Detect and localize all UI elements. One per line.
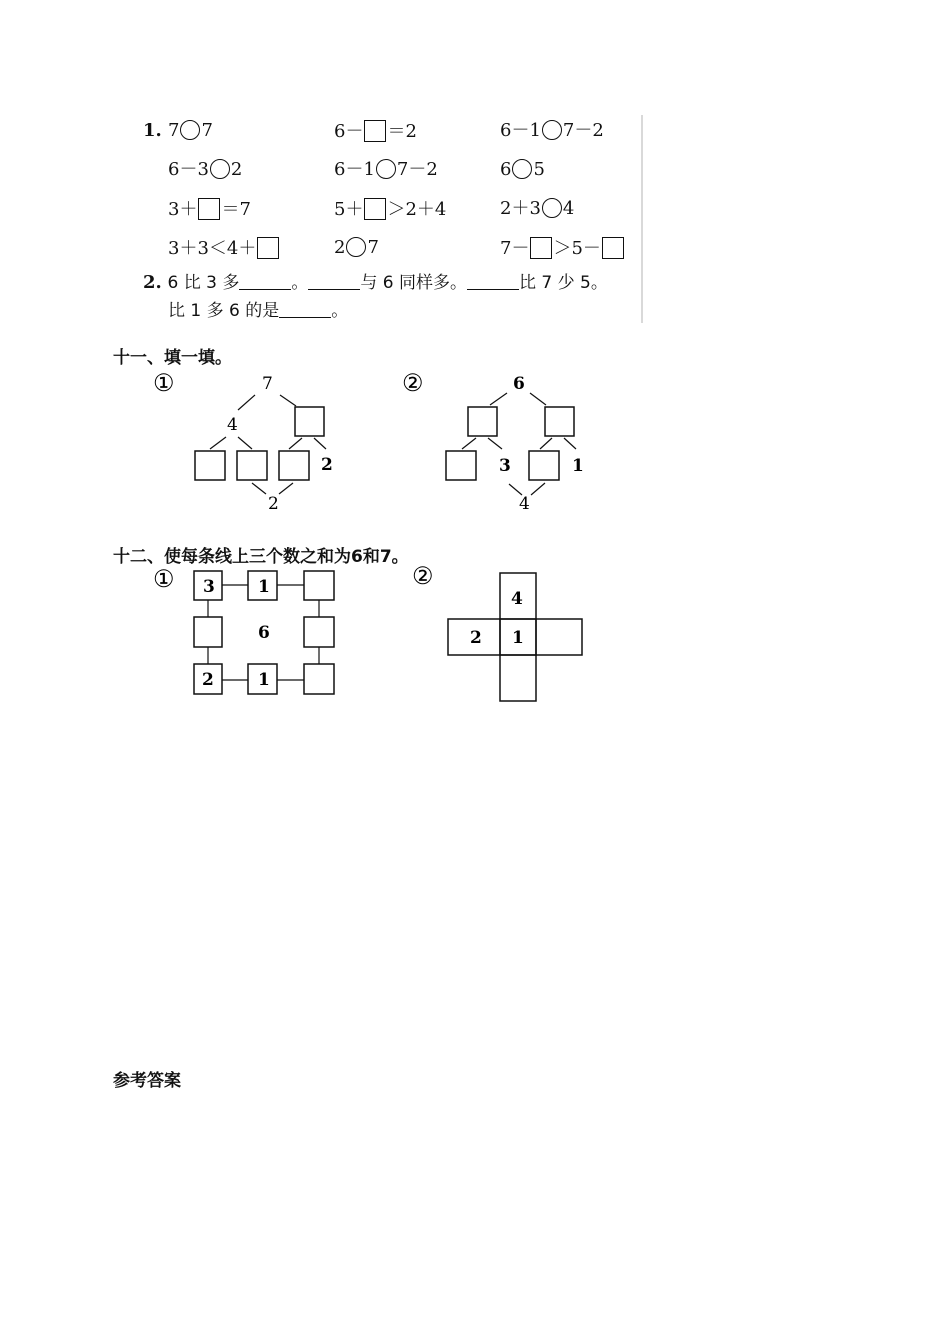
answer-box[interactable] xyxy=(198,198,220,220)
q1-r3-c1: 3＋ ＝7 xyxy=(168,199,251,220)
fill-blank[interactable] xyxy=(279,301,331,318)
fill-blank[interactable] xyxy=(239,273,291,290)
q1-r3-c2: 5＋ ＞2＋4 xyxy=(334,199,447,220)
q1-r2-c3: 6 5 xyxy=(500,159,545,180)
diagram-1-label: ① xyxy=(153,369,175,397)
q1-r2-c2: 6－1 7－2 xyxy=(334,159,438,180)
split-diagram-2 xyxy=(402,369,584,514)
answer-cell-right[interactable] xyxy=(536,619,582,655)
sum-line-diagrams xyxy=(0,560,950,710)
answer-box[interactable] xyxy=(545,407,574,436)
answer-box[interactable] xyxy=(237,451,267,480)
question-2-line-1: 2. 6 比 3 多 。 与 6 同样多。 比 7 少 5。 xyxy=(143,272,608,293)
scan-edge xyxy=(641,115,643,323)
value-center: 1 xyxy=(512,628,524,648)
q1-r4-c2: 2 7 xyxy=(334,237,379,258)
answer-box[interactable] xyxy=(364,120,386,142)
cross-grid-diagram xyxy=(412,562,582,701)
node-mid: 4 xyxy=(227,415,238,435)
answer-box[interactable] xyxy=(364,198,386,220)
q1-r4-c3: 7－ ＞5－ xyxy=(500,237,625,260)
value-bottom-left: 2 xyxy=(202,670,214,690)
q1-r1-c3: 6－1 7－2 xyxy=(500,120,604,141)
answer-box[interactable] xyxy=(295,407,324,436)
compare-circle[interactable] xyxy=(376,159,396,179)
center-target: 6 xyxy=(258,623,270,643)
q1-r1-c1: 7 7 xyxy=(168,120,213,141)
fill-blank[interactable] xyxy=(308,273,360,290)
node-top: 7 xyxy=(262,374,273,394)
diagram-1-label: ① xyxy=(153,565,175,593)
node-bottom: 4 xyxy=(519,494,530,514)
value-top-middle: 1 xyxy=(258,577,270,597)
compare-circle[interactable] xyxy=(346,237,366,257)
value-top: 4 xyxy=(511,589,523,609)
answer-box[interactable] xyxy=(468,407,497,436)
answer-box[interactable] xyxy=(304,664,334,694)
q1-r3-c3: 2＋3 4 xyxy=(500,198,575,219)
section-11-title: 十一、填一填。 xyxy=(113,348,232,368)
answer-box[interactable] xyxy=(446,451,476,480)
number-split-diagrams xyxy=(0,365,950,525)
answer-box[interactable] xyxy=(304,617,334,647)
node-right-num: 1 xyxy=(572,456,584,476)
answers-heading: 参考答案 xyxy=(113,1071,181,1091)
square-ring-diagram xyxy=(153,565,334,694)
node-bottom: 2 xyxy=(268,494,279,514)
node-side: 2 xyxy=(321,455,333,475)
answer-box[interactable] xyxy=(194,617,222,647)
compare-circle[interactable] xyxy=(542,120,562,140)
answer-cell-bottom[interactable] xyxy=(500,655,536,701)
compare-circle[interactable] xyxy=(512,159,532,179)
answer-box[interactable] xyxy=(530,237,552,259)
question-2-line-2: 比 1 多 6 的是 。 xyxy=(168,301,349,321)
answer-box[interactable] xyxy=(304,571,334,600)
answer-box[interactable] xyxy=(195,451,225,480)
value-top-left: 3 xyxy=(203,577,215,597)
value-left: 2 xyxy=(470,628,482,648)
value-bottom-middle: 1 xyxy=(258,670,270,690)
answer-box[interactable] xyxy=(279,451,309,480)
q1-r1-c2: 6－ ＝2 xyxy=(334,121,417,142)
section-12-title: 十二、使每条线上三个数之和为6和7。 xyxy=(113,547,409,567)
split-diagram-1 xyxy=(153,369,333,514)
answer-box[interactable] xyxy=(257,237,279,259)
q1-r2-c1: 6－3 2 xyxy=(168,159,243,180)
node-top: 6 xyxy=(513,374,525,394)
question-1-number: 1. xyxy=(143,120,162,141)
diagram-2-label: ② xyxy=(402,369,424,397)
node-left-num: 3 xyxy=(499,456,511,476)
q1-r4-c1: 3＋3＜4＋ xyxy=(168,237,280,260)
compare-circle[interactable] xyxy=(542,198,562,218)
compare-circle[interactable] xyxy=(180,120,200,140)
answer-box[interactable] xyxy=(529,451,559,480)
answer-box[interactable] xyxy=(602,237,624,259)
fill-blank[interactable] xyxy=(467,273,519,290)
compare-circle[interactable] xyxy=(210,159,230,179)
diagram-2-label: ② xyxy=(412,562,434,590)
